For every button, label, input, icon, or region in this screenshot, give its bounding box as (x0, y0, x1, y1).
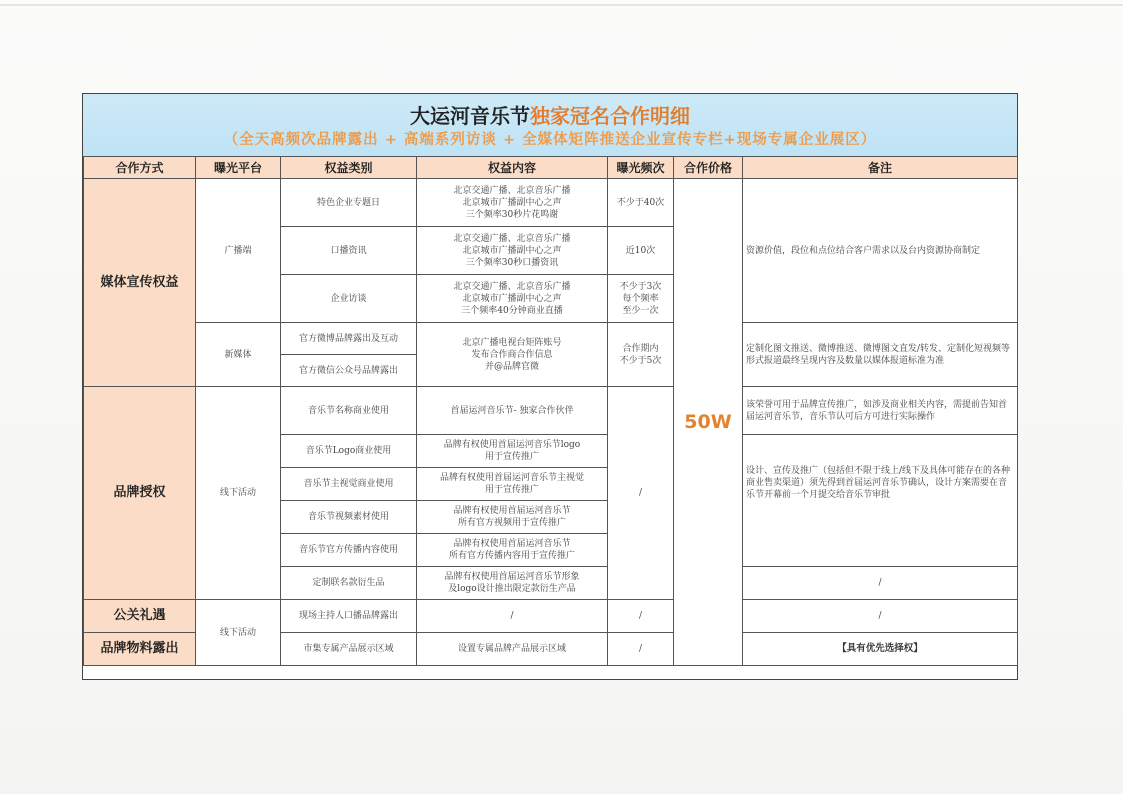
header-cell: 合作方式 (84, 157, 196, 179)
platform-offline: 线下活动 (196, 387, 281, 600)
cooperation-table-document (82, 93, 1018, 680)
content-cell: 品牌有权使用首届运河音乐节logo 用于宣传推广 (417, 435, 608, 468)
category-cell: 企业访谈 (281, 275, 417, 323)
freq-cell: / (608, 387, 674, 600)
freq-cell: 合作期内 不少于5次 (608, 323, 674, 387)
freq-cell: 不少于3次 每个频率 至少一次 (608, 275, 674, 323)
page-title (83, 100, 1017, 129)
table-header-row (84, 157, 1018, 179)
category-cell: 音乐节名称商业使用 (281, 387, 417, 435)
header-cell: 合作价格 (674, 157, 743, 179)
note-design: 设计、宣传及推广（包括但不限于线上/线下及具体可能存在的各种商业售卖渠道）须先得到首届运河音乐节确认，设计方案需要在音乐节开幕前一个月提交给音乐节审批 (743, 435, 1018, 567)
category-cell: 音乐节官方传播内容使用 (281, 534, 417, 567)
cooperation-table (83, 156, 1018, 666)
title-banner (83, 94, 1017, 157)
page-subtitle: （全天高频次品牌露出 + 高端系列访谈 + 全媒体矩阵推送企业宣传专栏+现场专属企业展区） (223, 132, 877, 148)
note-new-media: 定制化图文推送、微博推送、微博图文直发/转发、定制化短视频等形式报道最终呈现内容及数量以媒体报道标准为准 (743, 323, 1018, 387)
category-cell: 官方微信公众号品牌露出 (281, 355, 417, 387)
content-cell: / (417, 600, 608, 633)
content-cell: 品牌有权使用首届运河音乐节主视觉 用于宣传推广 (417, 468, 608, 501)
freq-cell: 不少于40次 (608, 179, 674, 227)
content-cell: 首届运河音乐节- 独家合作伙伴 (417, 387, 608, 435)
header-cell: 备注 (743, 157, 1018, 179)
note-derivative: / (743, 567, 1018, 600)
content-cell: 北京交通广播、北京音乐广播 北京城市广播副中心之声 三个频率30秒片花鸣谢 (417, 179, 608, 227)
header-cell: 权益内容 (417, 157, 608, 179)
category-cell: 定制联名款衍生品 (281, 567, 417, 600)
title-main: 大运河音乐节 (410, 104, 530, 128)
category-cell: 特色企业专题日 (281, 179, 417, 227)
category-cell: 官方微博品牌露出及互动 (281, 323, 417, 355)
category-cell: 现场主持人口播品牌露出 (281, 600, 417, 633)
note-broadcast: 资源价值，段位和点位结合客户需求以及台内资源协商制定 (743, 179, 1018, 323)
section-media: 媒体宣传权益 (84, 179, 196, 387)
section-material: 品牌物料露出 (84, 633, 196, 666)
note-host: / (743, 600, 1018, 633)
content-cell: 北京广播电视台矩阵账号 发布合作商合作信息 并@品牌官微 (417, 323, 608, 387)
table-row (84, 323, 1018, 355)
section-public: 公关礼遇 (84, 600, 196, 633)
platform-broadcast: 广播端 (196, 179, 281, 323)
freq-cell: 近10次 (608, 227, 674, 275)
content-cell: 品牌有权使用首届运河音乐节 所有官方传播内容用于宣传推广 (417, 534, 608, 567)
content-cell: 设置专属品牌产品展示区域 (417, 633, 608, 666)
note-name-use: 该荣誉可用于品牌宣传推广，如涉及商业相关内容，需提前告知首届运河音乐节，音乐节认可后方可进行实际操作 (743, 387, 1018, 435)
section-brand: 品牌授权 (84, 387, 196, 600)
price-cell: 50W (674, 179, 743, 666)
note-market: 【具有优先选择权】 (743, 633, 1018, 666)
category-cell: 音乐节视频素材使用 (281, 501, 417, 534)
platform-offline: 线下活动 (196, 600, 281, 666)
table-row (84, 600, 1018, 633)
header-cell: 曝光频次 (608, 157, 674, 179)
content-cell: 北京交通广播、北京音乐广播 北京城市广播副中心之声 三个频率30秒口播资讯 (417, 227, 608, 275)
freq-cell: / (608, 600, 674, 633)
category-cell: 音乐节主视觉商业使用 (281, 468, 417, 501)
table-row (84, 179, 1018, 227)
header-cell: 权益类别 (281, 157, 417, 179)
category-cell: 市集专属产品展示区域 (281, 633, 417, 666)
category-cell: 口播资讯 (281, 227, 417, 275)
header-cell: 曝光平台 (196, 157, 281, 179)
content-cell: 品牌有权使用首届运河音乐节形象 及logo设计推出限定款衍生产品 (417, 567, 608, 600)
title-highlight: 独家冠名合作明细 (530, 104, 690, 128)
content-cell: 北京交通广播、北京音乐广播 北京城市广播副中心之声 三个频率40分钟商业直播 (417, 275, 608, 323)
content-cell: 品牌有权使用首届运河音乐节 所有官方视频用于宣传推广 (417, 501, 608, 534)
freq-cell: / (608, 633, 674, 666)
category-cell: 音乐节Logo商业使用 (281, 435, 417, 468)
scan-edge-line (0, 4, 1123, 6)
platform-new-media: 新媒体 (196, 323, 281, 387)
table-row (84, 387, 1018, 435)
